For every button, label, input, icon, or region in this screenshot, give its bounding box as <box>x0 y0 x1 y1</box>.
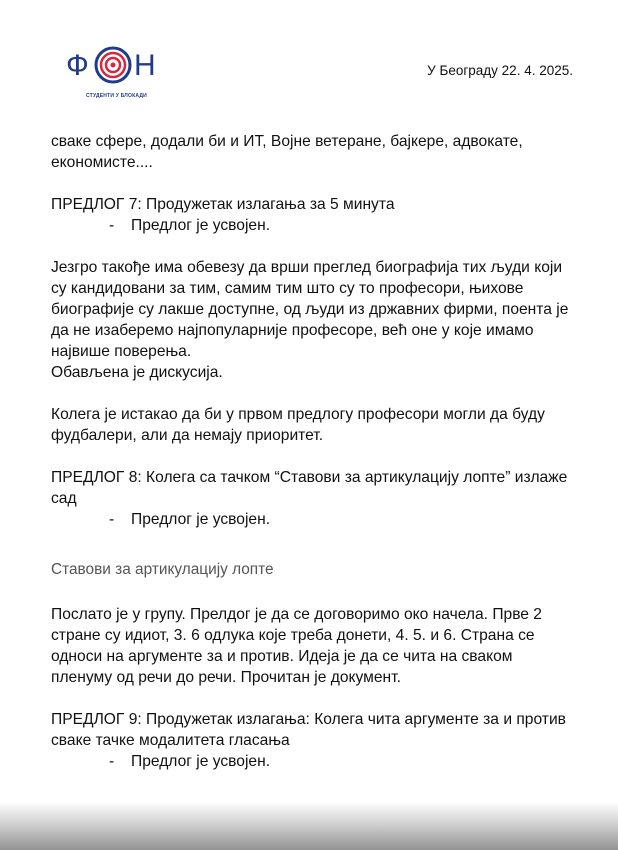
paragraph-continuation: сваке сфере, додали би и ИТ, Војне ветеране, бајкере, адвокате, економисте.... <box>51 133 523 171</box>
proposal-7-result-text: Предлог је усвојен. <box>131 217 271 234</box>
proposal-7-result <box>51 215 571 236</box>
proposal-8-result-text: Предлог је усвојен. <box>131 511 271 528</box>
section-heading: Ставови за артикулацију лопте <box>51 561 274 578</box>
bullet-dash: - <box>109 753 115 770</box>
document-body <box>51 131 571 772</box>
paragraph-colleague-note: Колега је истакао да би у првом предлогу професори могли да буду фудбалери, али да немају приоритет. <box>51 406 545 444</box>
bullet-dash: - <box>109 217 115 234</box>
proposal-7: ПРЕДЛОГ 7: Продужетак излагања за 5 минута <box>51 196 395 213</box>
paragraph-document-sent: Послато је у групу. Прелдог је да се договоримо око начела. Прве 2 стране су идиот, 3. 6 одлука које треба донети, 4. 5. и 6. Страна се односи на аргументе за и против. Идеја је да се чита на сваком пленуму од речи до речи. Прочитан је документ. <box>51 606 542 686</box>
proposal-8: ПРЕДЛОГ 8: Колега са тачком “Ставови за артикулацију лопте” излаже сад <box>51 469 568 507</box>
page-bottom-shadow <box>0 802 618 850</box>
fon-logo-mark <box>66 42 166 90</box>
logo-caption: СТУДЕНТИ У БЛОКАДИ <box>86 93 147 99</box>
document-date: У Београду 22. 4. 2025. <box>427 63 573 78</box>
proposal-8-result <box>51 509 571 530</box>
proposal-9-result-text: Предлог је усвојен. <box>131 753 271 770</box>
svg-text:Н: Н <box>134 49 156 82</box>
proposal-9: ПРЕДЛОГ 9: Продужетак излагања: Колега чита аргументе за и против сваке тачке модалитета гласања <box>51 711 566 749</box>
svg-text:Ф: Ф <box>66 49 89 82</box>
proposal-9-result <box>51 751 571 772</box>
paragraph-discussion-held: Обављена је дискусија. <box>51 364 223 381</box>
bullet-dash: - <box>109 511 115 528</box>
paragraph-core-review: Језгро такође има обевезу да врши преглед биографија тих људи који су кандидовани за тим, самим тим што су то професори, њихове биографије су лакше доступне, од људи из државних фирми, поента је да не изаберемо најпопуларније професоре, већ оне у које имамо највише поверења. <box>51 259 569 360</box>
fon-logo <box>66 42 166 102</box>
